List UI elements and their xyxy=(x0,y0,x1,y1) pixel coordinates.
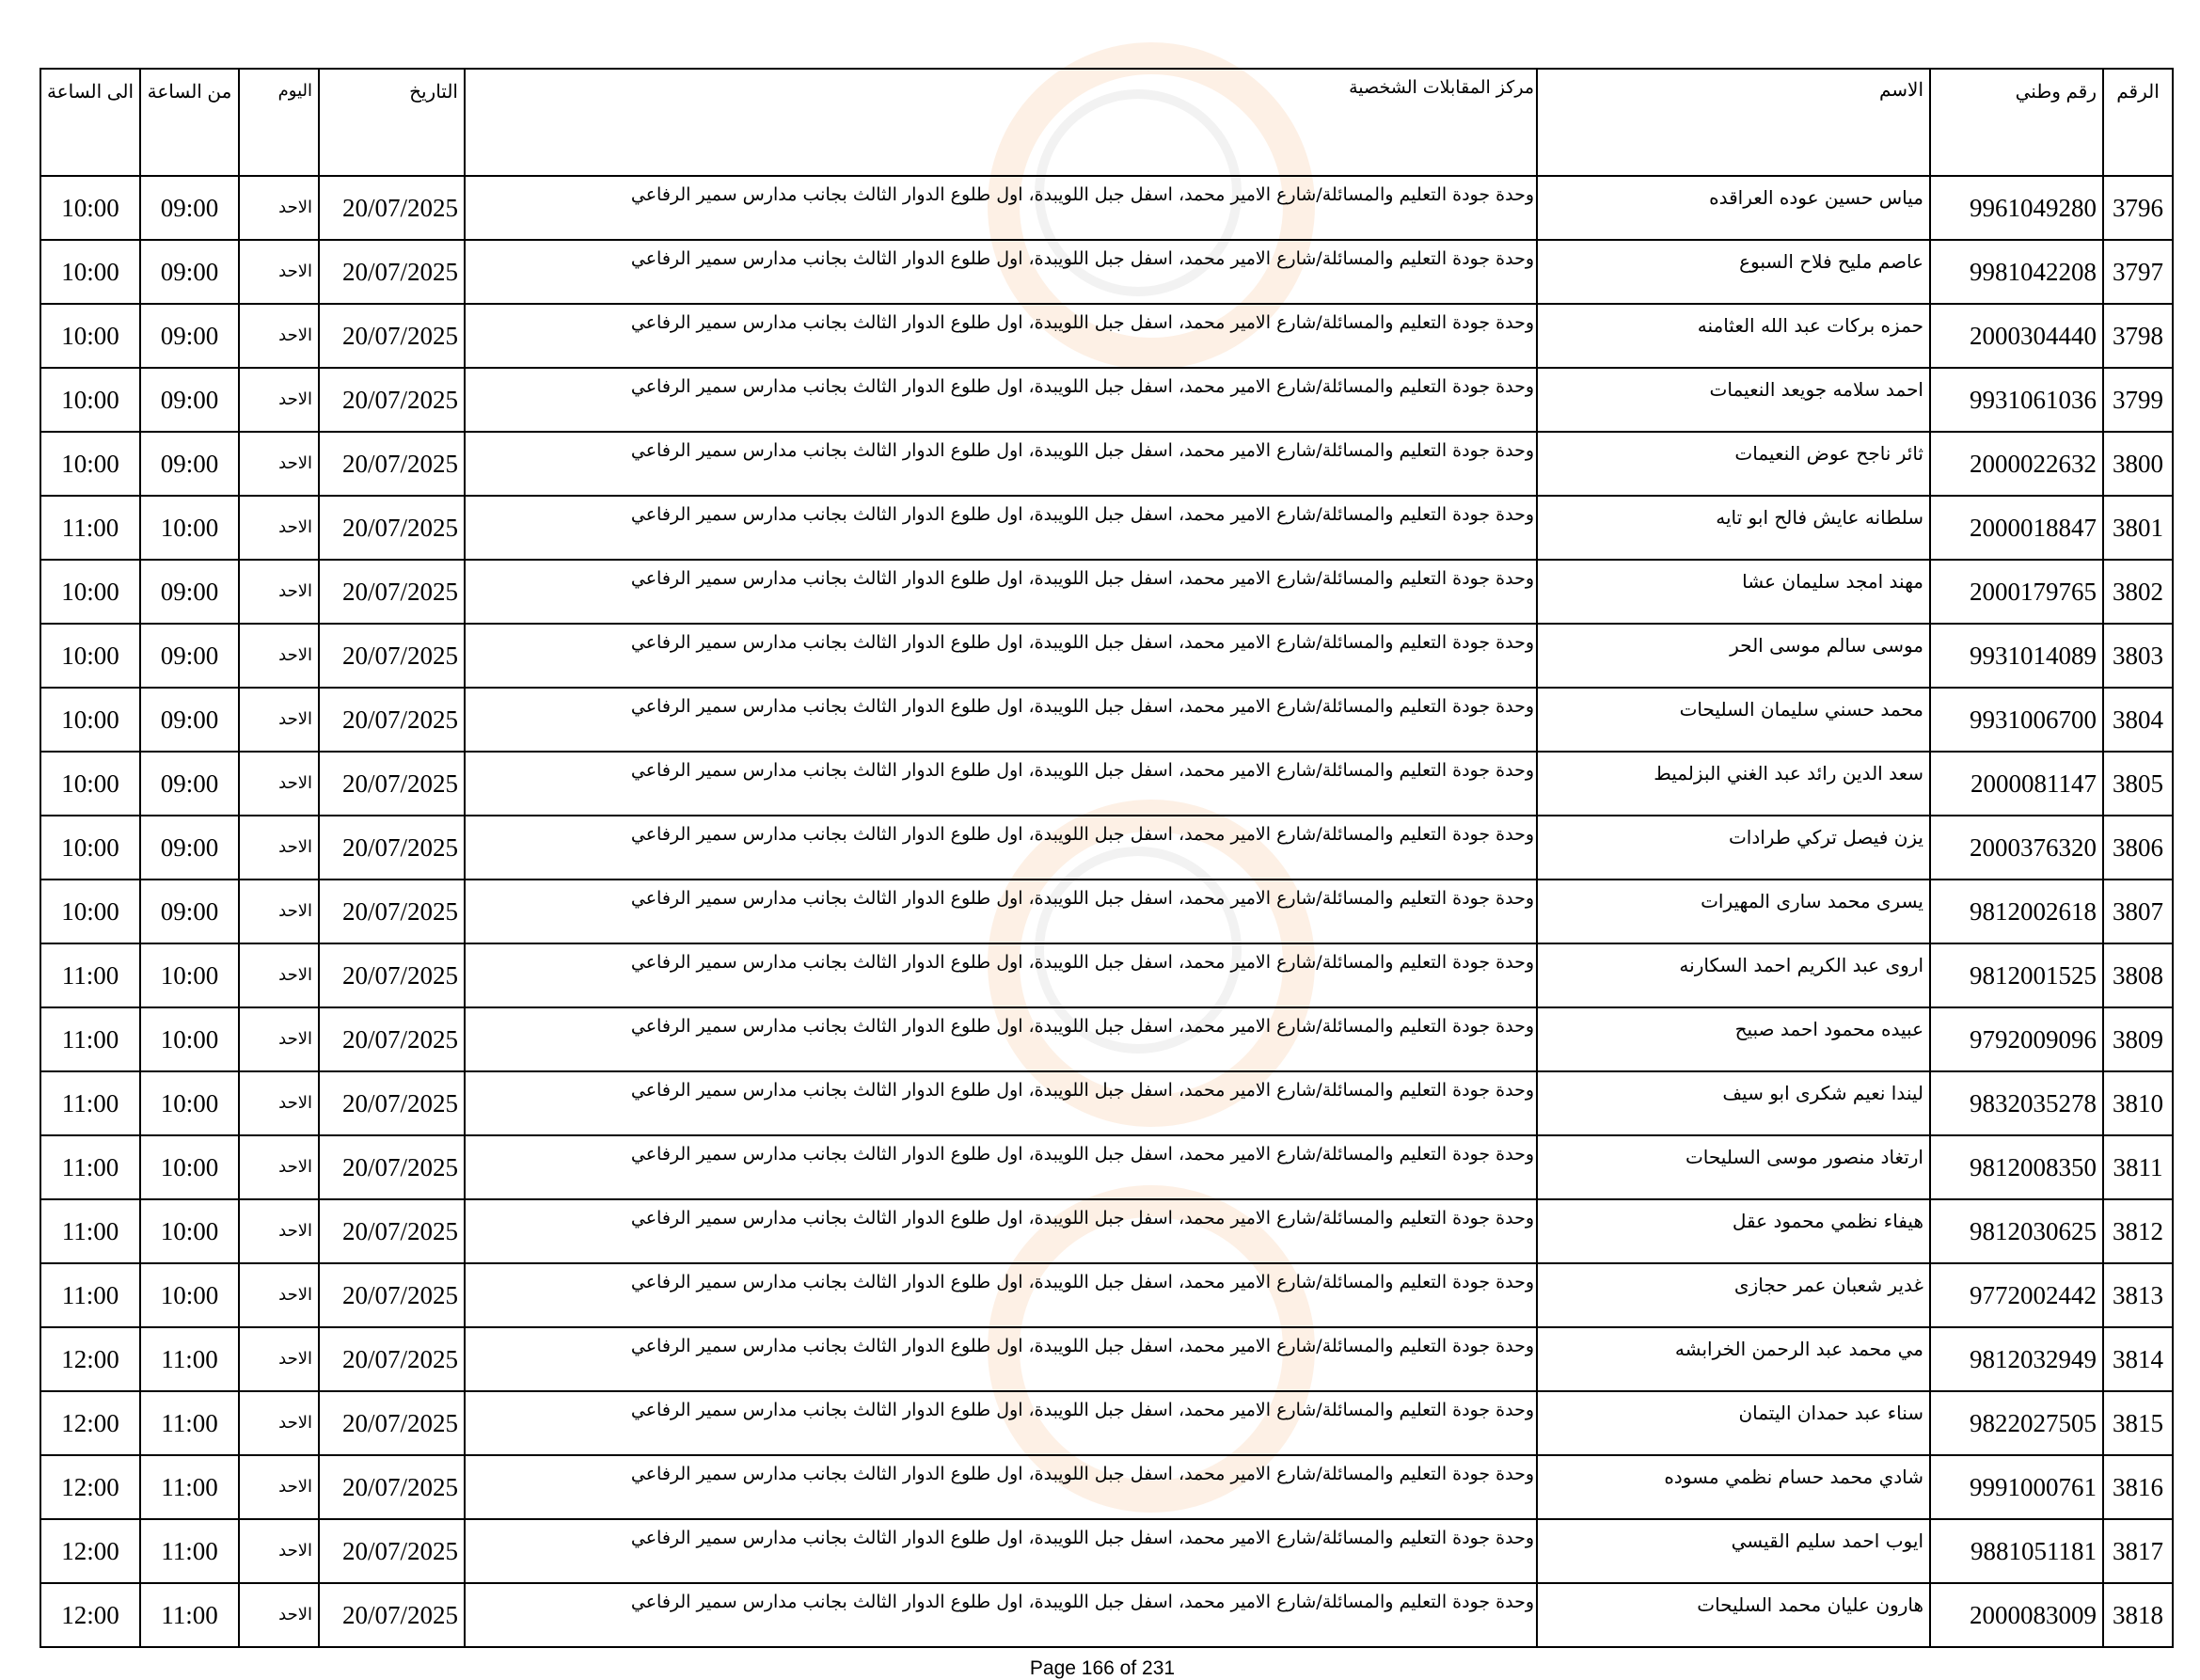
cell-to-time: 11:00 xyxy=(40,1007,140,1071)
table-row xyxy=(40,1007,2173,1071)
cell-name: اروى عبد الكريم احمد السكارنه xyxy=(1537,943,1930,1007)
cell-day: الاحد xyxy=(239,1519,319,1583)
cell-day: الاحد xyxy=(239,240,319,304)
cell-date: 20/07/2025 xyxy=(319,1007,465,1071)
cell-name: هارون عليان محمد السليحات xyxy=(1537,1583,1930,1647)
cell-day: الاحد xyxy=(239,304,319,368)
cell-row-num: 3815 xyxy=(2103,1391,2173,1455)
cell-from-time: 10:00 xyxy=(140,1263,239,1327)
cell-national-id: 2000081147 xyxy=(1930,752,2103,816)
cell-name: مياس حسين عوده العراقده xyxy=(1537,176,1930,240)
cell-interview-center: وحدة جودة التعليم والمسائلة/شارع الامير محمد، اسفل جبل اللويبدة، اول طلوع الدوار الثالث بجانب مدارس سمير الرفاعي xyxy=(465,240,1537,304)
cell-to-time: 12:00 xyxy=(40,1455,140,1519)
cell-from-time: 10:00 xyxy=(140,1007,239,1071)
cell-to-time: 10:00 xyxy=(40,432,140,496)
cell-to-time: 11:00 xyxy=(40,496,140,560)
cell-national-id: 9981042208 xyxy=(1930,240,2103,304)
cell-day: الاحد xyxy=(239,1583,319,1647)
cell-date: 20/07/2025 xyxy=(319,1391,465,1455)
cell-from-time: 10:00 xyxy=(140,943,239,1007)
cell-to-time: 10:00 xyxy=(40,688,140,752)
cell-from-time: 09:00 xyxy=(140,432,239,496)
cell-to-time: 11:00 xyxy=(40,1263,140,1327)
cell-date: 20/07/2025 xyxy=(319,880,465,943)
cell-day: الاحد xyxy=(239,496,319,560)
cell-day: الاحد xyxy=(239,688,319,752)
page-number: Page 166 of 231 xyxy=(1029,1657,1176,1679)
cell-row-num: 3798 xyxy=(2103,304,2173,368)
cell-national-id: 9812030625 xyxy=(1930,1199,2103,1263)
cell-name: مي محمد عبد الرحمن الخرابشه xyxy=(1537,1327,1930,1391)
cell-interview-center: وحدة جودة التعليم والمسائلة/شارع الامير محمد، اسفل جبل اللويبدة، اول طلوع الدوار الثالث بجانب مدارس سمير الرفاعي xyxy=(465,1583,1537,1647)
cell-row-num: 3812 xyxy=(2103,1199,2173,1263)
cell-to-time: 12:00 xyxy=(40,1583,140,1647)
cell-row-num: 3813 xyxy=(2103,1263,2173,1327)
cell-day: الاحد xyxy=(239,752,319,816)
cell-row-num: 3817 xyxy=(2103,1519,2173,1583)
header-from-time: من الساعة xyxy=(140,69,239,176)
cell-name: ارتغاد منصور موسى السليحات xyxy=(1537,1135,1930,1199)
cell-from-time: 11:00 xyxy=(140,1327,239,1391)
cell-from-time: 09:00 xyxy=(140,304,239,368)
header-center: مركز المقابلات الشخصية xyxy=(465,69,1537,176)
cell-to-time: 10:00 xyxy=(40,624,140,688)
cell-row-num: 3796 xyxy=(2103,176,2173,240)
header-to-time: الى الساعة xyxy=(40,69,140,176)
cell-date: 20/07/2025 xyxy=(319,1327,465,1391)
cell-name: احمد سلامه جويعد النعيمات xyxy=(1537,368,1930,432)
cell-name: عبيده محمود احمد صبيح xyxy=(1537,1007,1930,1071)
cell-name: ايوب احمد سليم القيسي xyxy=(1537,1519,1930,1583)
cell-row-num: 3800 xyxy=(2103,432,2173,496)
cell-interview-center: وحدة جودة التعليم والمسائلة/شارع الامير محمد، اسفل جبل اللويبدة، اول طلوع الدوار الثالث بجانب مدارس سمير الرفاعي xyxy=(465,1455,1537,1519)
cell-interview-center: وحدة جودة التعليم والمسائلة/شارع الامير محمد، اسفل جبل اللويبدة، اول طلوع الدوار الثالث بجانب مدارس سمير الرفاعي xyxy=(465,624,1537,688)
cell-interview-center: وحدة جودة التعليم والمسائلة/شارع الامير محمد، اسفل جبل اللويبدة، اول طلوع الدوار الثالث بجانب مدارس سمير الرفاعي xyxy=(465,1135,1537,1199)
cell-interview-center: وحدة جودة التعليم والمسائلة/شارع الامير محمد، اسفل جبل اللويبدة، اول طلوع الدوار الثالث بجانب مدارس سمير الرفاعي xyxy=(465,496,1537,560)
header-day: اليوم xyxy=(239,69,319,176)
cell-row-num: 3801 xyxy=(2103,496,2173,560)
cell-row-num: 3807 xyxy=(2103,880,2173,943)
cell-to-time: 11:00 xyxy=(40,1135,140,1199)
cell-name: مهند امجد سليمان عشا xyxy=(1537,560,1930,624)
cell-national-id: 9991000761 xyxy=(1930,1455,2103,1519)
cell-name: شادي محمد حسام نظمي مسوده xyxy=(1537,1455,1930,1519)
cell-from-time: 11:00 xyxy=(140,1519,239,1583)
cell-to-time: 11:00 xyxy=(40,943,140,1007)
cell-to-time: 12:00 xyxy=(40,1391,140,1455)
cell-row-num: 3805 xyxy=(2103,752,2173,816)
table-row xyxy=(40,816,2173,880)
header-date: التاريخ xyxy=(319,69,465,176)
cell-name: سعد الدين رائد عبد الغني البزلميط xyxy=(1537,752,1930,816)
cell-date: 20/07/2025 xyxy=(319,240,465,304)
cell-to-time: 10:00 xyxy=(40,240,140,304)
cell-name: غدير شعبان عمر حجازى xyxy=(1537,1263,1930,1327)
cell-from-time: 10:00 xyxy=(140,496,239,560)
header-num: الرقم xyxy=(2103,69,2173,176)
cell-interview-center: وحدة جودة التعليم والمسائلة/شارع الامير محمد، اسفل جبل اللويبدة، اول طلوع الدوار الثالث بجانب مدارس سمير الرفاعي xyxy=(465,1327,1537,1391)
table-row xyxy=(40,1199,2173,1263)
cell-row-num: 3803 xyxy=(2103,624,2173,688)
cell-interview-center: وحدة جودة التعليم والمسائلة/شارع الامير محمد، اسفل جبل اللويبدة، اول طلوع الدوار الثالث بجانب مدارس سمير الرفاعي xyxy=(465,368,1537,432)
table-row xyxy=(40,368,2173,432)
cell-date: 20/07/2025 xyxy=(319,304,465,368)
cell-date: 20/07/2025 xyxy=(319,368,465,432)
cell-national-id: 9822027505 xyxy=(1930,1391,2103,1455)
cell-national-id: 2000083009 xyxy=(1930,1583,2103,1647)
cell-date: 20/07/2025 xyxy=(319,1455,465,1519)
cell-from-time: 09:00 xyxy=(140,240,239,304)
table-row xyxy=(40,752,2173,816)
cell-from-time: 11:00 xyxy=(140,1455,239,1519)
cell-date: 20/07/2025 xyxy=(319,176,465,240)
cell-name: محمد حسني سليمان السليحات xyxy=(1537,688,1930,752)
cell-interview-center: وحدة جودة التعليم والمسائلة/شارع الامير محمد، اسفل جبل اللويبدة، اول طلوع الدوار الثالث بجانب مدارس سمير الرفاعي xyxy=(465,1263,1537,1327)
cell-from-time: 10:00 xyxy=(140,1071,239,1135)
cell-date: 20/07/2025 xyxy=(319,752,465,816)
cell-to-time: 10:00 xyxy=(40,880,140,943)
cell-date: 20/07/2025 xyxy=(319,1519,465,1583)
cell-national-id: 9792009096 xyxy=(1930,1007,2103,1071)
cell-from-time: 09:00 xyxy=(140,176,239,240)
cell-day: الاحد xyxy=(239,1135,319,1199)
table-row xyxy=(40,1263,2173,1327)
cell-name: موسى سالم موسى الحر xyxy=(1537,624,1930,688)
cell-day: الاحد xyxy=(239,1199,319,1263)
cell-interview-center: وحدة جودة التعليم والمسائلة/شارع الامير محمد، اسفل جبل اللويبدة، اول طلوع الدوار الثالث بجانب مدارس سمير الرفاعي xyxy=(465,1007,1537,1071)
cell-day: الاحد xyxy=(239,1071,319,1135)
cell-row-num: 3808 xyxy=(2103,943,2173,1007)
cell-date: 20/07/2025 xyxy=(319,1199,465,1263)
table-row xyxy=(40,1071,2173,1135)
table-row xyxy=(40,1455,2173,1519)
cell-national-id: 2000018847 xyxy=(1930,496,2103,560)
table-row xyxy=(40,1391,2173,1455)
table-header-row xyxy=(40,69,2173,176)
cell-day: الاحد xyxy=(239,943,319,1007)
cell-row-num: 3809 xyxy=(2103,1007,2173,1071)
table-row xyxy=(40,432,2173,496)
cell-interview-center: وحدة جودة التعليم والمسائلة/شارع الامير محمد، اسفل جبل اللويبدة، اول طلوع الدوار الثالث بجانب مدارس سمير الرفاعي xyxy=(465,688,1537,752)
cell-from-time: 09:00 xyxy=(140,560,239,624)
cell-interview-center: وحدة جودة التعليم والمسائلة/شارع الامير محمد، اسفل جبل اللويبدة، اول طلوع الدوار الثالث بجانب مدارس سمير الرفاعي xyxy=(465,752,1537,816)
cell-interview-center: وحدة جودة التعليم والمسائلة/شارع الامير محمد، اسفل جبل اللويبدة، اول طلوع الدوار الثالث بجانب مدارس سمير الرفاعي xyxy=(465,1391,1537,1455)
header-national-id: رقم وطني xyxy=(1930,69,2103,176)
cell-row-num: 3806 xyxy=(2103,816,2173,880)
cell-national-id: 9812001525 xyxy=(1930,943,2103,1007)
cell-from-time: 09:00 xyxy=(140,688,239,752)
cell-national-id: 9812002618 xyxy=(1930,880,2103,943)
table-row xyxy=(40,943,2173,1007)
cell-date: 20/07/2025 xyxy=(319,1583,465,1647)
cell-name: عاصم مليح فلاح السبوع xyxy=(1537,240,1930,304)
cell-interview-center: وحدة جودة التعليم والمسائلة/شارع الامير محمد، اسفل جبل اللويبدة، اول طلوع الدوار الثالث بجانب مدارس سمير الرفاعي xyxy=(465,432,1537,496)
cell-name: ليندا نعيم شكرى ابو سيف xyxy=(1537,1071,1930,1135)
cell-to-time: 10:00 xyxy=(40,560,140,624)
cell-from-time: 11:00 xyxy=(140,1391,239,1455)
cell-row-num: 3811 xyxy=(2103,1135,2173,1199)
cell-day: الاحد xyxy=(239,560,319,624)
table-row xyxy=(40,304,2173,368)
cell-to-time: 10:00 xyxy=(40,176,140,240)
table-row xyxy=(40,1583,2173,1647)
cell-name: هيفاء نظمي محمود عقل xyxy=(1537,1199,1930,1263)
cell-name: يزن فيصل تركي طرادات xyxy=(1537,816,1930,880)
cell-name: يسرى محمد سارى المهيرات xyxy=(1537,880,1930,943)
cell-national-id: 2000304440 xyxy=(1930,304,2103,368)
cell-interview-center: وحدة جودة التعليم والمسائلة/شارع الامير محمد، اسفل جبل اللويبدة، اول طلوع الدوار الثالث بجانب مدارس سمير الرفاعي xyxy=(465,880,1537,943)
cell-interview-center: وحدة جودة التعليم والمسائلة/شارع الامير محمد، اسفل جبل اللويبدة، اول طلوع الدوار الثالث بجانب مدارس سمير الرفاعي xyxy=(465,304,1537,368)
cell-to-time: 12:00 xyxy=(40,1519,140,1583)
cell-from-time: 10:00 xyxy=(140,1199,239,1263)
cell-day: الاحد xyxy=(239,816,319,880)
cell-national-id: 9812008350 xyxy=(1930,1135,2103,1199)
cell-date: 20/07/2025 xyxy=(319,496,465,560)
table-row xyxy=(40,176,2173,240)
cell-interview-center: وحدة جودة التعليم والمسائلة/شارع الامير محمد، اسفل جبل اللويبدة، اول طلوع الدوار الثالث بجانب مدارس سمير الرفاعي xyxy=(465,560,1537,624)
cell-interview-center: وحدة جودة التعليم والمسائلة/شارع الامير محمد، اسفل جبل اللويبدة، اول طلوع الدوار الثالث بجانب مدارس سمير الرفاعي xyxy=(465,816,1537,880)
cell-national-id: 2000022632 xyxy=(1930,432,2103,496)
cell-national-id: 9832035278 xyxy=(1930,1071,2103,1135)
cell-to-time: 10:00 xyxy=(40,752,140,816)
cell-date: 20/07/2025 xyxy=(319,816,465,880)
table-row xyxy=(40,560,2173,624)
cell-to-time: 10:00 xyxy=(40,368,140,432)
table-row xyxy=(40,688,2173,752)
cell-from-time: 09:00 xyxy=(140,752,239,816)
cell-name: سلطانه عايش فالح ابو تايه xyxy=(1537,496,1930,560)
cell-national-id: 9931061036 xyxy=(1930,368,2103,432)
cell-date: 20/07/2025 xyxy=(319,1135,465,1199)
cell-date: 20/07/2025 xyxy=(319,1071,465,1135)
cell-day: الاحد xyxy=(239,1391,319,1455)
cell-to-time: 12:00 xyxy=(40,1327,140,1391)
table-row xyxy=(40,1327,2173,1391)
cell-day: الاحد xyxy=(239,1263,319,1327)
cell-day: الاحد xyxy=(239,880,319,943)
cell-interview-center: وحدة جودة التعليم والمسائلة/شارع الامير محمد، اسفل جبل اللويبدة، اول طلوع الدوار الثالث بجانب مدارس سمير الرفاعي xyxy=(465,1199,1537,1263)
cell-date: 20/07/2025 xyxy=(319,432,465,496)
cell-row-num: 3804 xyxy=(2103,688,2173,752)
cell-interview-center: وحدة جودة التعليم والمسائلة/شارع الامير محمد، اسفل جبل اللويبدة، اول طلوع الدوار الثالث بجانب مدارس سمير الرفاعي xyxy=(465,176,1537,240)
cell-name: حمزه بركات عبد الله العثامنه xyxy=(1537,304,1930,368)
cell-row-num: 3810 xyxy=(2103,1071,2173,1135)
cell-national-id: 9931014089 xyxy=(1930,624,2103,688)
cell-national-id: 9931006700 xyxy=(1930,688,2103,752)
cell-day: الاحد xyxy=(239,176,319,240)
cell-row-num: 3814 xyxy=(2103,1327,2173,1391)
cell-national-id: 9961049280 xyxy=(1930,176,2103,240)
cell-date: 20/07/2025 xyxy=(319,1263,465,1327)
table-row xyxy=(40,240,2173,304)
cell-to-time: 11:00 xyxy=(40,1071,140,1135)
cell-from-time: 09:00 xyxy=(140,880,239,943)
cell-row-num: 3816 xyxy=(2103,1455,2173,1519)
cell-day: الاحد xyxy=(239,1455,319,1519)
cell-date: 20/07/2025 xyxy=(319,624,465,688)
cell-interview-center: وحدة جودة التعليم والمسائلة/شارع الامير محمد، اسفل جبل اللويبدة، اول طلوع الدوار الثالث بجانب مدارس سمير الرفاعي xyxy=(465,1519,1537,1583)
table-row xyxy=(40,880,2173,943)
cell-row-num: 3818 xyxy=(2103,1583,2173,1647)
cell-national-id: 2000376320 xyxy=(1930,816,2103,880)
cell-day: الاحد xyxy=(239,368,319,432)
cell-day: الاحد xyxy=(239,1327,319,1391)
table-row xyxy=(40,624,2173,688)
cell-row-num: 3799 xyxy=(2103,368,2173,432)
cell-to-time: 11:00 xyxy=(40,1199,140,1263)
cell-to-time: 10:00 xyxy=(40,304,140,368)
cell-from-time: 09:00 xyxy=(140,368,239,432)
cell-national-id: 9881051181 xyxy=(1930,1519,2103,1583)
cell-day: الاحد xyxy=(239,1007,319,1071)
header-name: الاسم xyxy=(1537,69,1930,176)
cell-date: 20/07/2025 xyxy=(319,688,465,752)
cell-to-time: 10:00 xyxy=(40,816,140,880)
table-row xyxy=(40,496,2173,560)
cell-from-time: 09:00 xyxy=(140,624,239,688)
table-row xyxy=(40,1519,2173,1583)
interview-schedule-table xyxy=(40,68,2174,1648)
cell-date: 20/07/2025 xyxy=(319,560,465,624)
cell-name: ثائر ناجح عوض النعيمات xyxy=(1537,432,1930,496)
table-row xyxy=(40,1135,2173,1199)
cell-date: 20/07/2025 xyxy=(319,943,465,1007)
cell-national-id: 9812032949 xyxy=(1930,1327,2103,1391)
cell-day: الاحد xyxy=(239,624,319,688)
cell-national-id: 9772002442 xyxy=(1930,1263,2103,1327)
cell-from-time: 09:00 xyxy=(140,816,239,880)
cell-row-num: 3802 xyxy=(2103,560,2173,624)
cell-interview-center: وحدة جودة التعليم والمسائلة/شارع الامير محمد، اسفل جبل اللويبدة، اول طلوع الدوار الثالث بجانب مدارس سمير الرفاعي xyxy=(465,1071,1537,1135)
cell-day: الاحد xyxy=(239,432,319,496)
cell-interview-center: وحدة جودة التعليم والمسائلة/شارع الامير محمد، اسفل جبل اللويبدة، اول طلوع الدوار الثالث بجانب مدارس سمير الرفاعي xyxy=(465,943,1537,1007)
cell-national-id: 2000179765 xyxy=(1930,560,2103,624)
cell-from-time: 10:00 xyxy=(140,1135,239,1199)
cell-from-time: 11:00 xyxy=(140,1583,239,1647)
cell-row-num: 3797 xyxy=(2103,240,2173,304)
cell-name: سناء عبد حمدان اليتمان xyxy=(1537,1391,1930,1455)
